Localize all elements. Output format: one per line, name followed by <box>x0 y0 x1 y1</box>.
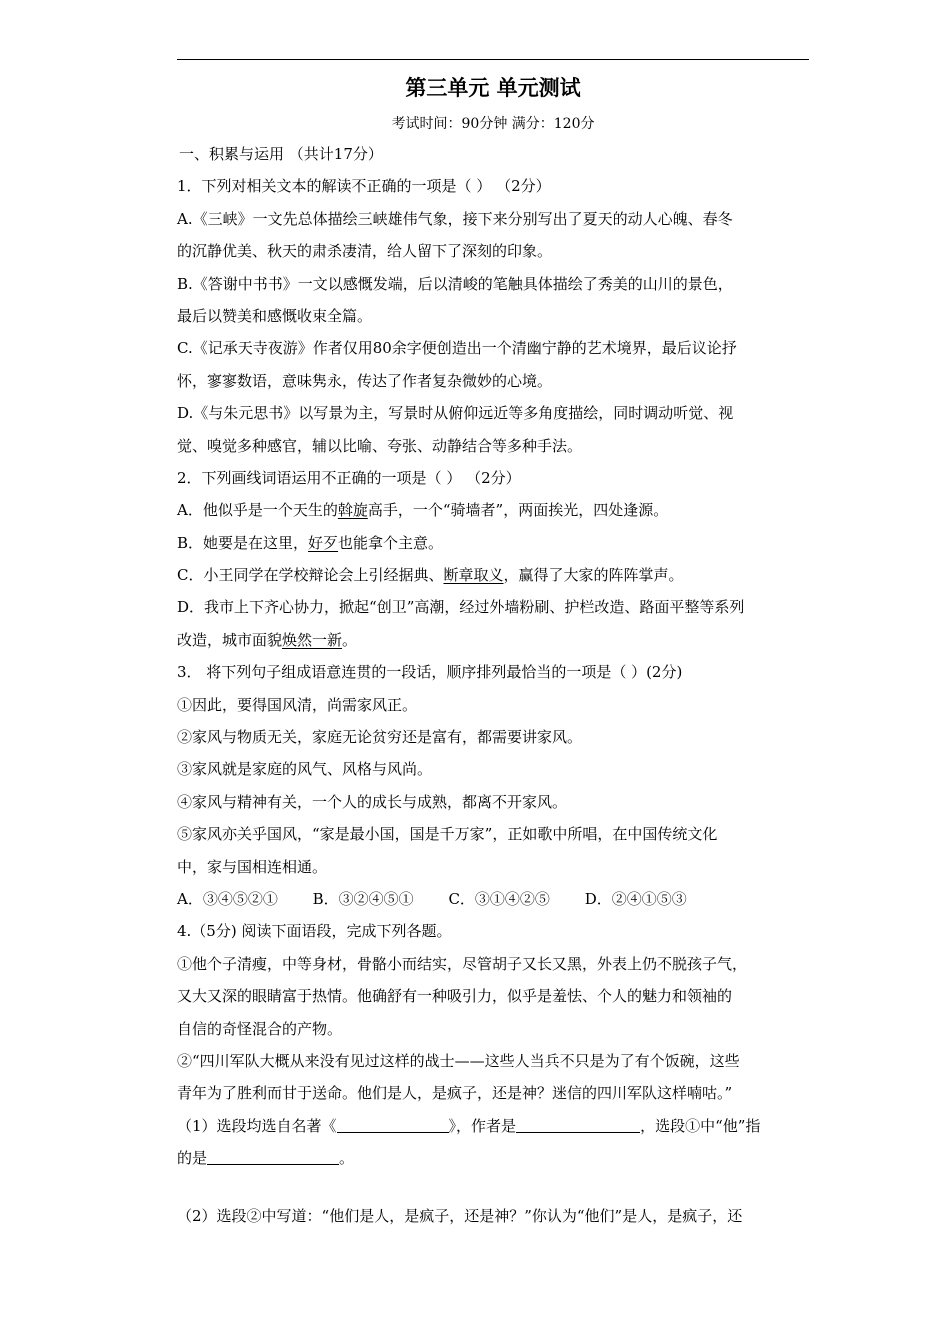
q2-option-d: D．我市上下齐心协力，掀起“创卫”高潮，经过外墙粉刷、护栏改造、路面平整等系列 <box>177 598 745 617</box>
q2-option-a: A．他似乎是一个天生的斡旋高手，一个“骑墙者”，两面挨光，四处逢源。 <box>177 501 669 520</box>
q4-sub2: （2）选段②中写道：“他们是人，是疯子，还是神？”你认为“他们”是人，是疯子，还 <box>177 1206 743 1225</box>
q4-sub1: （1）选段均选自名著《 》，作者是 ，选段①中“他”指 <box>177 1116 761 1135</box>
q4-passage-1: ①他个子清瘦，中等身材，骨骼小而结实，尽管胡子又长又黑，外表上仍不脱孩子气， <box>177 954 748 973</box>
q3-sentence-2: ②家风与物质无关，家庭无论贫穷还是富有，都需要讲家风。 <box>177 728 583 747</box>
q1-option-c: C.《记承天寺夜游》作者仅用80余字便创造出一个清幽宁静的艺术境界，最后议论抒 <box>177 339 737 358</box>
section-heading: 一、积累与运用 （共计17分） <box>179 145 383 163</box>
answer-blank-book[interactable] <box>337 1116 449 1133</box>
q2-option-b: B．她要是在这里，好歹也能拿个主意。 <box>177 533 444 552</box>
q1-option-d-cont: 觉、嗅觉多种感官，辅以比喻、夸张、动静结合等多种手法。 <box>177 436 583 455</box>
q4-passage-2-cont: 青年为了胜利而甘于送命。他们是人，是疯子，还是神？迷信的四川军队这样喃咕。” <box>177 1084 733 1103</box>
q3-sentence-5-cont: 中，家与国相连相通。 <box>177 857 328 876</box>
header-rule <box>177 59 809 60</box>
q3-sentence-4: ④家风与精神有关，一个人的成长与成熟，都离不开家风。 <box>177 792 568 811</box>
underlined-word: 好歹 <box>308 533 339 552</box>
q3-sentence-1: ①因此，要得国风清，尚需家风正。 <box>177 695 418 714</box>
q1-option-c-cont: 怀，寥寥数语，意味隽永，传达了作者复杂微妙的心境。 <box>177 371 553 390</box>
q1-option-a-cont: 的沉静优美、秋天的肃杀凄清，给人留下了深刻的印象。 <box>177 242 553 261</box>
q3-option-b: B．③②④⑤① <box>312 889 414 908</box>
q4-stem: 4.（5分) 阅读下面语段，完成下列各题。 <box>177 922 452 941</box>
underlined-word: 焕然一新 <box>282 630 343 649</box>
q1-option-b: B.《答谢中书书》一文以感慨发端，后以清峻的笔触具体描绘了秀美的山川的景色， <box>177 274 733 293</box>
q3-sentence-5: ⑤家风亦关乎国风，“家是最小国，国是千万家”，正如歌中所唱，在中国传统文化 <box>177 825 718 844</box>
q3-options <box>177 883 809 915</box>
q4-passage-1-cont: 自信的奇怪混合的产物。 <box>177 1019 343 1038</box>
answer-blank-author[interactable] <box>516 1116 640 1133</box>
q3-option-a: A．③④⑤②① <box>177 889 278 908</box>
answer-blank-person[interactable] <box>207 1148 339 1165</box>
q4-passage-1-cont: 又大又深的眼睛富于热情。他确舒有一种吸引力，似乎是羞怯、个人的魅力和领袖的 <box>177 987 733 1006</box>
q2-option-d-cont: 改造，城市面貌焕然一新。 <box>177 630 358 649</box>
exam-info: 考试时间：90分钟 满分：120分 <box>391 116 595 132</box>
q1-option-a: A.《三峡》一文先总体描绘三峡雄伟气象，接下来分别写出了夏天的动人心魄、春冬 <box>177 209 733 228</box>
q1-option-b-cont: 最后以赞美和感慨收束全篇。 <box>177 306 373 325</box>
q3-stem: 3． 将下列句子组成语意连贯的一段话，顺序排列最恰当的一项是（ ）(2分) <box>177 663 683 682</box>
exam-page <box>177 72 809 1232</box>
q1-stem: 1．下列对相关文本的解读不正确的一项是（ ） （2分） <box>177 177 551 196</box>
q4-sub1-cont: 的是 。 <box>177 1149 355 1168</box>
q1-option-d: D.《与朱元思书》以写景为主，写景时从俯仰远近等多角度描绘，同时调动听觉、视 <box>177 404 734 423</box>
underlined-word: 斡旋 <box>337 501 368 520</box>
page-title: 第三单元 单元测试 <box>405 75 581 100</box>
q3-option-d: D．②④①⑤③ <box>584 889 687 908</box>
q3-option-c: C．③①④②⑤ <box>448 889 550 908</box>
q2-option-c: C．小王同学在学校辩论会上引经据典、断章取义，赢得了大家的阵阵掌声。 <box>177 566 684 585</box>
q4-passage-2: ②“四川军队大概从来没有见过这样的战士——这些人当兵不只是为了有个饭碗，这些 <box>177 1051 740 1070</box>
underlined-word: 断章取义 <box>443 566 504 585</box>
q3-sentence-3: ③家风就是家庭的风气、风格与风尚。 <box>177 760 433 779</box>
q2-stem: 2．下列画线词语运用不正确的一项是（ ） （2分） <box>177 468 521 487</box>
